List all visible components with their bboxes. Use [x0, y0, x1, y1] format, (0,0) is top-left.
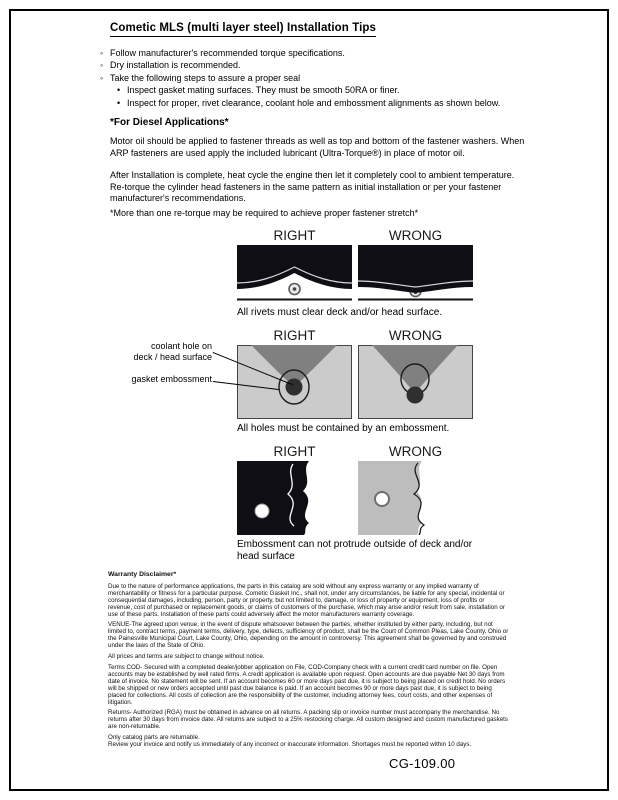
list-item: [100, 59, 530, 71]
bullet-text: Dry installation is recommended.: [110, 60, 241, 71]
diagram-image-row: [237, 345, 473, 419]
coolant-hole-right-diagram: [237, 345, 352, 419]
label-coolant-line1: coolant hole on: [150, 341, 212, 351]
warranty-heading: Warranty Disclaimer*: [108, 571, 177, 578]
rivet-caption: All rivets must clear deck and/or head surface.: [237, 307, 443, 318]
warranty-paragraph: Due to the nature of performance applications, the parts in this catalog are sold without any express warranty or any implied warranty of merchantability or fitness for a particular purpose. Cometic Gasket Inc., shall not, under any circumstances, be liable for any special, incidental or consequential damages, including, person, party or property, but not limited to, damage, or loss of property or equipment, loss of profits or revenue, cost of purchased or replacement goods, or claims of customers of the purchase, which may arise and/or result from sale, installation or use of these parts. Installation of these parts could adversely affect the motor manufacturers warranty coverage.: [108, 582, 505, 618]
diagram-header-row: [237, 228, 473, 244]
coolant-caption: All holes must be contained by an embossment.: [237, 423, 450, 434]
column-header-wrong: WRONG: [388, 328, 443, 343]
retorque-note: *More than one re-torque may be required to achieve proper fastener stretch*: [110, 208, 419, 218]
bullet-text: Inspect for proper, rivet clearance, coolant hole and embossment alignments as shown below.: [127, 97, 501, 108]
warranty-paragraph: Only catalog parts are returnable.: [108, 734, 200, 742]
column-header-right: RIGHT: [273, 228, 316, 243]
column-header-wrong: WRONG: [388, 228, 443, 243]
label-coolant-hole: [118, 341, 212, 362]
list-item: [100, 84, 530, 96]
label-gasket-embossment: gasket embossment: [131, 374, 212, 384]
warranty-paragraph: Terms COD- Secured with a completed dealer/jobber application on File, COD-Company check with a current credit card number on file. Open accounts may be established by well rated firms. A credit application is available upon request. Open accounts are due payable Net 30 days from date of invoice. No statement will be sent. If an account becomes 60 or more days past due, it is subject to being placed on credit hold. No orders will be shipped or new orders accepted until past due balance is paid. If an account becomes 90 or more days past due, it is subject to being placed for collections. All costs of collection are the responsibility of the customer, including attorney fees, court costs, and other expenses of litigation.: [108, 663, 506, 706]
label-coolant-line2: deck / head surface: [133, 351, 212, 362]
page-code: CG-109.00: [389, 756, 456, 771]
diagram-header-row: [237, 444, 473, 460]
rivet-wrong-diagram: [358, 245, 473, 303]
diagram-image-row: [237, 245, 473, 303]
list-item: [100, 72, 530, 84]
bullet-text: Inspect gasket mating surfaces. They must be smooth 50RA or finer.: [127, 85, 400, 96]
warranty-disclaimer: [108, 572, 510, 749]
warranty-paragraph: Review your invoice and notify us immediately of any incorrect or inaccurate information. Shortages must be reported within 10 days.: [108, 741, 472, 749]
warranty-paragraph: All prices and terms are subject to change without notice.: [108, 653, 265, 661]
embossment-caption: Embossment can not protrude outside of deck and/or head surface: [237, 539, 473, 562]
bullet-marker: •: [117, 85, 121, 96]
rivet-right-diagram: [237, 245, 352, 303]
column-header-right: RIGHT: [273, 444, 316, 459]
bullet-marker: •: [117, 97, 121, 108]
page-title: Cometic MLS (multi layer steel) Installation Tips: [110, 22, 376, 37]
list-item: [100, 97, 530, 109]
bullet-marker: ◦: [100, 48, 104, 58]
bullet-text: Take the following steps to assure a proper seal: [110, 72, 301, 83]
embossment-right-diagram: [237, 461, 352, 535]
diesel-applications-heading: *For Diesel Applications*: [110, 117, 229, 128]
bullet-marker: ◦: [100, 60, 104, 71]
diagram-image-row: [237, 461, 473, 535]
diagram-section: [237, 228, 473, 572]
column-header-wrong: WRONG: [388, 444, 443, 459]
diesel-paragraph-2: After Installation is complete, heat cycle the engine then let it completely cool to ambient temperature. Re-torque the cylinder head fasteners in the same pattern as initial installation or per your fastener manufacturer's recommendations.: [110, 170, 515, 203]
list-item: [100, 47, 530, 59]
diagram-header-row: [237, 328, 473, 344]
diesel-paragraph-1: Motor oil should be applied to fastener threads as well as top and bottom of the fastener washers. When ARP fasteners are used apply the included lubricant (Ultra-Torque®) in place of motor oil.: [110, 136, 525, 158]
warranty-paragraph: VENUE-The agreed upon venue, in the event of dispute whatsoever between the parties, whether instituted by either party, including, but not limited to, contract terms, payment terms, delivery, type, defects, sufficiency of product, shall be the Court of Common Pleas, Lake County, Ohio or the Painesville Municipal Court, Lake County, Ohio, depending on the amount in controversy. This agreement shall be governed by and construed under the laws of the State of Ohio.: [108, 621, 509, 650]
embossment-wrong-diagram: [358, 461, 473, 535]
column-header-right: RIGHT: [273, 328, 316, 343]
warranty-paragraph: Returns- Authorized (RGA) must be obtained in advance on all returns. A packing slip or invoice number must accompany the merchandise. No returns after 30 days from invoice date. All returns are subject to a 25% restocking charge. All custom designed and custom manufactured gaskets are non-returnable.: [108, 709, 508, 731]
coolant-hole-wrong-diagram: [358, 345, 473, 419]
bullet-text: Follow manufacturer's recommended torque specifications.: [110, 48, 345, 58]
bullet-marker: ◦: [100, 72, 104, 83]
tips-list: [100, 47, 530, 109]
